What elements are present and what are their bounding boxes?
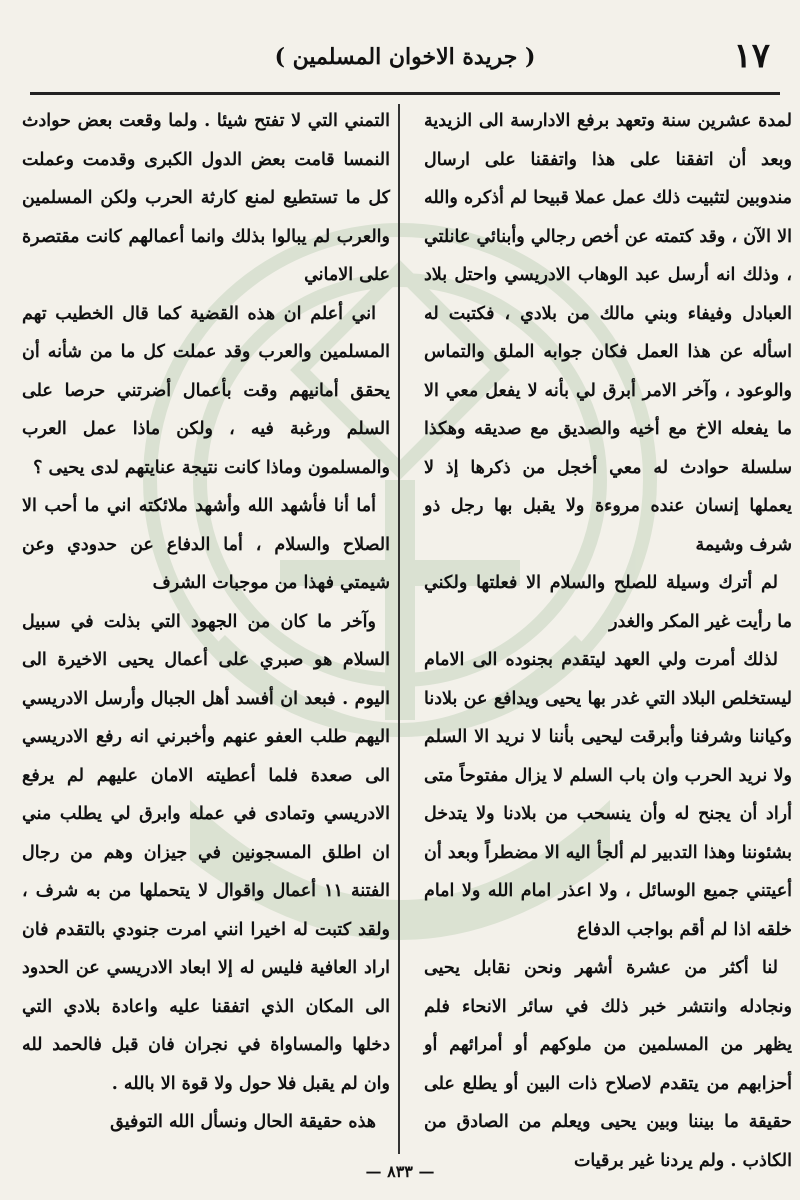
column-divider <box>398 104 400 1154</box>
header-rule <box>30 92 780 95</box>
page-header <box>40 30 770 90</box>
left-paragraph-5: هذه حقيقة الحال ونسأل الله التوفيق <box>110 1112 376 1132</box>
right-paragraph-2: لم أترك وسيلة للصلح والسلام الا فعلتها ولكني ما رأيت غير المكر والغدر <box>424 573 792 632</box>
newspaper-masthead: ( جريدة الاخوان المسلمين ) <box>274 44 536 70</box>
right-paragraph-1: لمدة عشرين سنة وتعهد برفع الادارسة الى الزيدية وبعد أن اتفقنا على هذا واتفقنا على ارسال مندوبين لتثبيت ذلك عمل عملا قبيحا لم أذكره والله الا الآن ، وقد كتمته عن أخص رجالي وأبنائي عانلتي ، وذلك انه أرسل عبد الوهاب الادريسي واحتل بلاد العبادل وفيفاء وبني مالك من بلادي ، فكتبت له اسأله عن هذا العمل فكان جوابه الملق والتماس والوعود ، وآخر الامر أبرق لي بأنه لا يفعل معي الا ما يفعله الاخ مع أخيه والصديق مع صديقه وهكذا سلسلة حوادث له معي أخجل من ذكرها إذ لا يعملها إنسان عنده مروءة ولا يقبل بها رجل ذو شرف وشيمة <box>424 111 792 555</box>
left-paragraph-3: أما أنا فأشهد الله وأشهد ملائكته اني ما أحب الا الصلاح والسلام ، أما الدفاع عن حدودي وعن شيمتي فهذا من موجبات الشرف <box>22 496 390 593</box>
left-paragraph-4: وآخر ما كان من الجهود التي بذلت في سبيل السلام هو صبري على أعمال يحيى الاخيرة الى اليوم . فبعد ان أفسد أهل الجبال وأرسل الادريسي اليهم طلب العفو عنهم وأخبرني انه رفع الادريسي الى صعدة فلما أعطيته الامان عليهم لم يرفع الادريسي وتمادى في عمله وابرق لي يطلب مني ان اطلق المسجونين في جيزان وهم من رجال الفتنة ١١ أعمال واقوال لا يتحملها من به شرف ، ولقد كتبت له اخيرا انني امرت جنودي بالتقدم فان اراد العافية فليس له إلا ابعاد الادريسي عن الحدود الى المكان الذي اتفقنا عليه واعادة بلادي التي دخلها والمساواة في نجران فان قبل فالحمد لله وان لم يقبل فلا حول ولا قوة الا بالله . <box>22 611 390 1094</box>
left-paragraph-1: التمني التي لا تفتح شيئا . ولما وقعت بعض حوادث النمسا قامت بعض الدول الكبرى وقدمت وعملت كل ما تستطيع لمنع كارثة الحرب ولكن المسلمين والعرب لم يبالوا بذلك وانما أعمالهم كانت مقتصرة على الاماني <box>22 111 390 285</box>
left-paragraph-2: اني أعلم ان هذه القضية كما قال الخطيب تهم المسلمين والعرب وقد عملت كل ما من شأنه أن يحقق أمانيهم وقت بأعمال أضرتني حرصا على السلم ورغبة فيه ، ولكن ماذا عمل العرب والمسلمون وماذا كانت نتيجة عنايتهم لدى يحيى ؟ <box>22 303 390 478</box>
right-paragraph-3: لذلك أمرت ولي العهد ليتقدم بجنوده الى الامام ليستخلص البلاد التي غدر بها يحيى ويدافع عن بلادنا وكياننا وشرفنا وأبرقت ليحيى بأننا لا نريد الا السلم ولا نريد الحرب وان باب السلم لا يزال مفتوحاً متى أراد أن يجنح له وأن ينسحب من بلادنا ولا يتدخل بشئوننا وهذا التدبير لم ألجأ اليه الا مضطراً وبعد أن أعيتني جميع الوسائل ، ولا اعذر امام الله ولا امام خلقه اذا لم أقم بواجب الدفاع <box>424 650 792 940</box>
right-paragraph-4: لنا أكثر من عشرة أشهر ونحن نقابل يحيى ونجادله وانتشر خبر ذلك في سائر الانحاء فلم يظهر من المسلمين من ملوكهم أو أمرائهم أو أحزابهم من يتقدم لاصلاح ذات البين أو يطلع على حقيقة ما بيننا وبين يحيى ويعلم من الصادق من الكاذب . ولم يردنا غير برقيات <box>424 958 792 1171</box>
page-number: ١٧ <box>733 36 770 76</box>
left-column <box>22 102 390 1160</box>
right-column <box>424 102 792 1171</box>
page-footer-code: — ٨٣٣ — <box>365 1162 435 1181</box>
